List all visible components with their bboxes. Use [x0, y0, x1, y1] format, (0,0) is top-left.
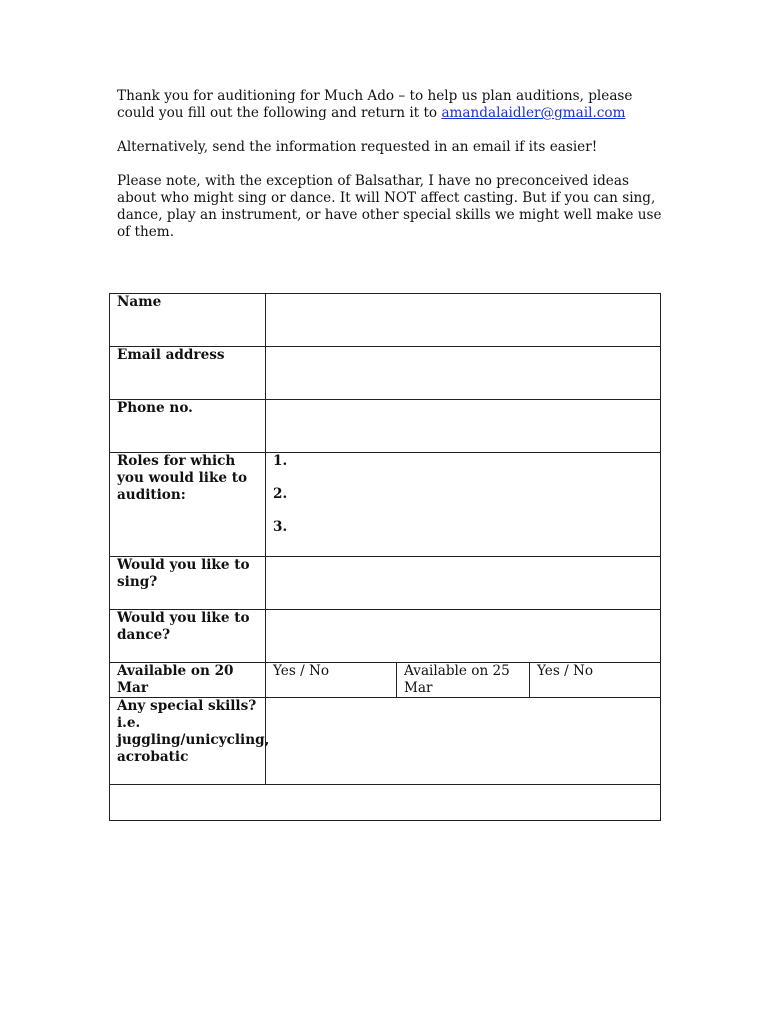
- avail-20-label: Available on 20 Mar: [110, 663, 266, 698]
- availability-row: [110, 663, 661, 698]
- sing-field[interactable]: [266, 557, 661, 610]
- name-label: Name: [110, 294, 266, 347]
- intro-paragraph-2: Alternatively, send the information requested in an email if its easier!: [117, 139, 598, 155]
- avail-20-field[interactable]: Yes / No: [266, 663, 397, 698]
- email-field[interactable]: [266, 347, 661, 400]
- sing-label: Would you like to sing?: [110, 557, 266, 610]
- roles-row: [110, 453, 661, 557]
- phone-field[interactable]: [266, 400, 661, 453]
- skills-label: Any special skills? i.e. juggling/unicycling, acrobatic: [110, 698, 266, 785]
- roles-label: Roles for which you would like to audition:: [110, 453, 266, 557]
- skills-field[interactable]: [266, 698, 661, 785]
- dance-label: Would you like to dance?: [110, 610, 266, 663]
- name-row: [110, 294, 661, 347]
- avail-25-field[interactable]: Yes / No: [530, 663, 661, 698]
- blank-field[interactable]: [110, 785, 661, 821]
- dance-field[interactable]: [266, 610, 661, 663]
- intro-paragraph-1-text: Thank you for auditioning for Much Ado – to help us plan auditions, please could you fill out the following and return it to: [117, 88, 633, 121]
- name-field[interactable]: [266, 294, 661, 347]
- audition-form-table: [109, 293, 661, 821]
- email-row: [110, 347, 661, 400]
- intro-paragraph-1: [117, 88, 662, 122]
- role-2: 2.: [273, 486, 288, 502]
- intro-paragraph-3: Please note, with the exception of Balsathar, I have no preconceived ideas about who might sing or dance. It will NOT affect casting. But if you can sing, dance, play an instrument, or have other special skills we might well make use of them.: [117, 173, 662, 240]
- intro-text: [117, 88, 662, 258]
- avail-25-label: Available on 25 Mar: [397, 663, 530, 698]
- email-label: Email address: [110, 347, 266, 400]
- roles-field[interactable]: [266, 453, 661, 557]
- role-1: 1.: [273, 453, 288, 469]
- role-3: 3.: [273, 519, 288, 535]
- dance-row: [110, 610, 661, 663]
- skills-row: [110, 698, 661, 785]
- phone-label: Phone no.: [110, 400, 266, 453]
- phone-row: [110, 400, 661, 453]
- blank-row: [110, 785, 661, 821]
- sing-row: [110, 557, 661, 610]
- email-link[interactable]: amandalaidler@gmail.com: [441, 105, 626, 121]
